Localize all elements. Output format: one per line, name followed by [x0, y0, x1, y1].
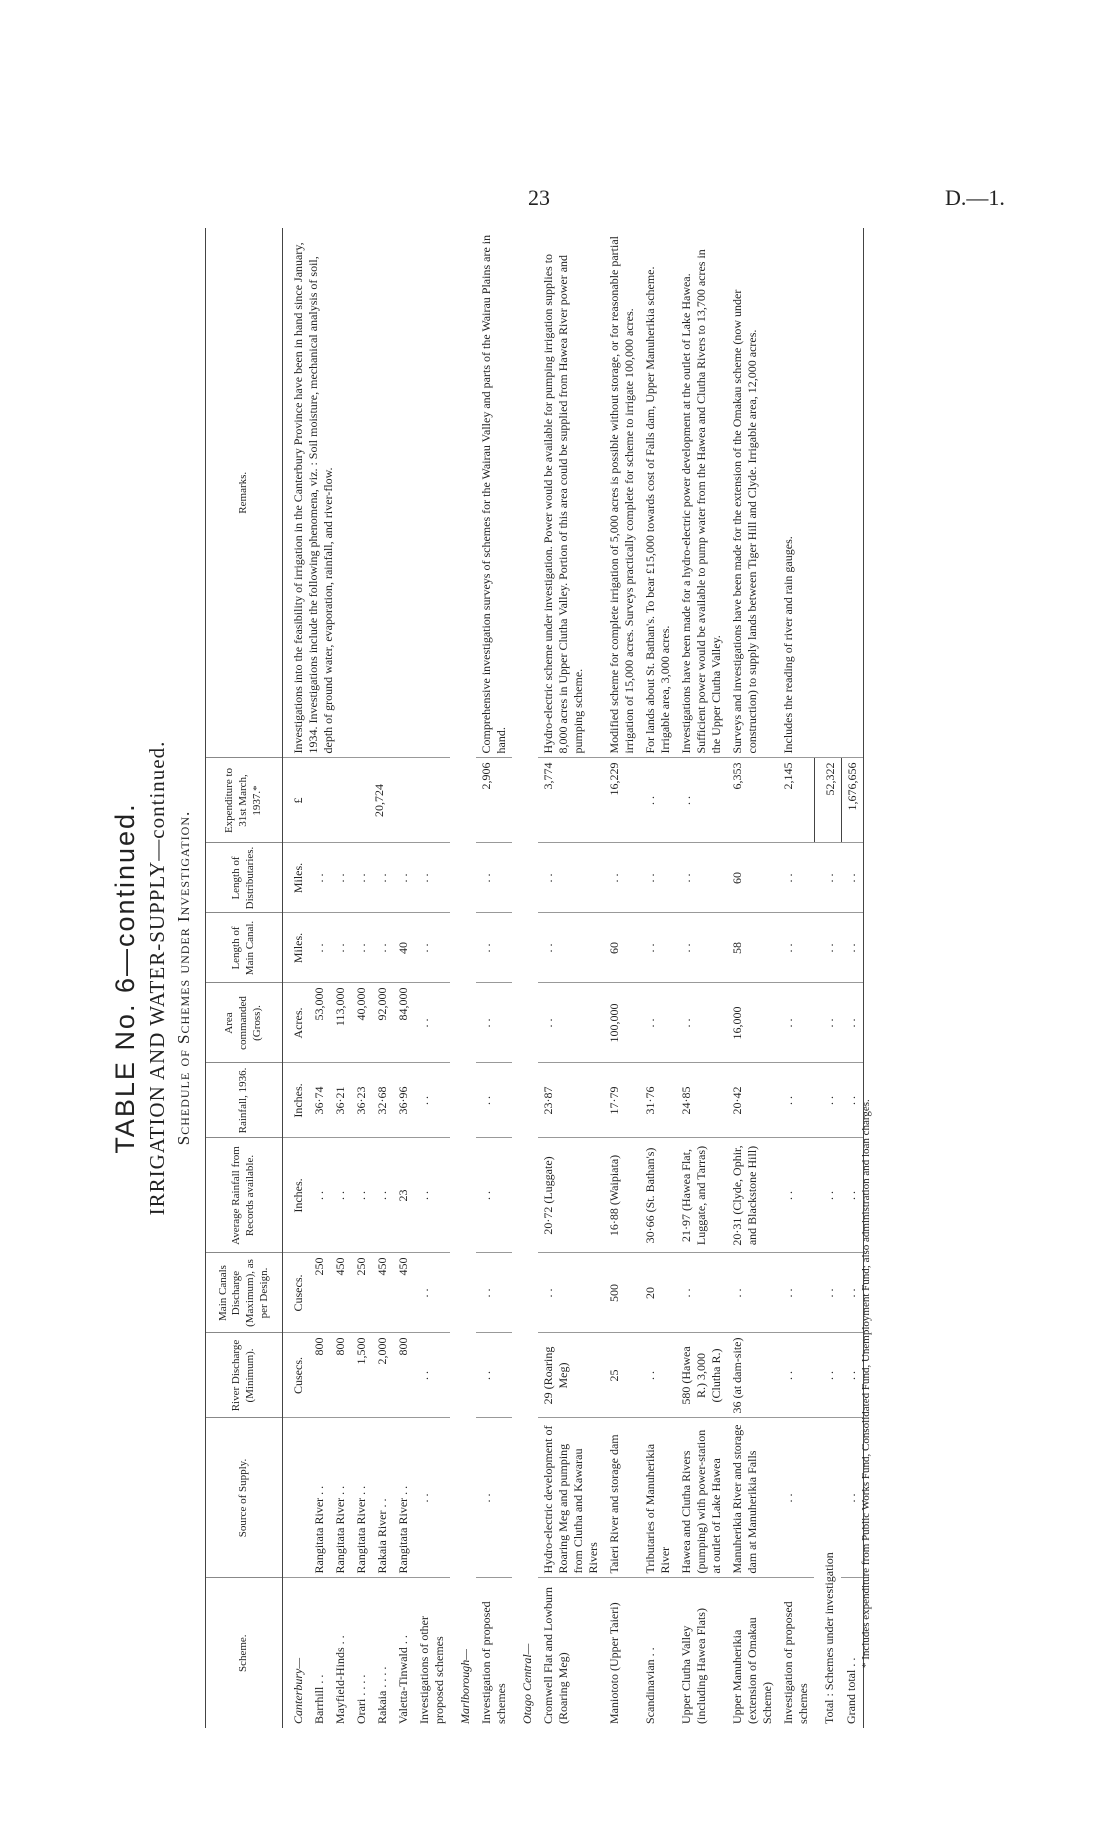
remarks-cell: Modified scheme for complete irrigation of 5,000 acres is possible without storage, or for reasonable partial irrigation of 15,000 acres. Surveys practically complete for scheme to irrigate 100,000 acres.	[604, 228, 640, 758]
main-canal-cell: . .	[372, 913, 393, 983]
document-code: D.—1.	[945, 185, 1005, 210]
schemes-table	[205, 228, 864, 1728]
scheme-cell: Rakaia . . . .	[375, 1666, 389, 1724]
main-canal-cell: 58	[727, 913, 778, 983]
unit-label: Acres.	[283, 983, 310, 1063]
total-row: Total : Schemes under investigation . . . . . . . . . . . . . . 52,322	[814, 228, 841, 1728]
canal-cell: 500	[604, 1253, 640, 1333]
area-cell: . .	[778, 983, 814, 1063]
discharge-cell: 29 (Roaring Meg)	[538, 1333, 604, 1418]
discharge-cell: 36 (at dam-site)	[727, 1333, 778, 1418]
region-label: Otago Central—	[520, 1643, 534, 1724]
rain-cell: 24·85	[676, 1063, 727, 1138]
area-cell: 92,000	[372, 983, 393, 1063]
discharge-cell: 2,000	[372, 1333, 393, 1418]
table-main-title: IRRIGATION AND WATER-SUPPLY—continued.	[145, 740, 169, 1216]
area-cell: . .	[640, 983, 676, 1063]
main-canal-cell: . .	[414, 913, 450, 983]
expenditure-cell: . .	[676, 758, 727, 843]
discharge-cell: . .	[640, 1333, 676, 1418]
total-source: . .	[841, 1418, 863, 1578]
source-cell: . .	[476, 1418, 512, 1578]
area-cell: . .	[414, 983, 450, 1063]
area-cell: . .	[476, 983, 512, 1063]
source-cell: Taieri River and storage dam	[604, 1418, 640, 1578]
area-cell: 16,000	[727, 983, 778, 1063]
area-cell: . .	[676, 983, 727, 1063]
table-row	[512, 228, 538, 1728]
remarks-cell: For lands about St. Bathan's. To bear £15,000 towards cost of Falls dam, Upper Manuherikia scheme. Irrigable area, 3,000 acres.	[640, 228, 676, 758]
col-header-main-canal: Length of Main Canal.	[206, 913, 283, 983]
unit-label: Inches.	[283, 1138, 310, 1253]
col-header-area: Area commanded (Gross).	[206, 983, 283, 1063]
discharge-cell: 800	[309, 1333, 330, 1418]
expenditure-cell: 6,353	[727, 758, 778, 843]
area-cell: 113,000	[330, 983, 351, 1063]
canal-cell: . .	[538, 1253, 604, 1333]
expenditure-cell: . .	[640, 758, 676, 843]
expenditure-cell: 20,724	[309, 758, 450, 843]
remarks-cell: Comprehensive investigation surveys of schemes for the Wairau Valley and parts of the Wairau Plains are in hand.	[476, 228, 512, 758]
remarks-cell: Hydro-electric scheme under investigation. Power would be available for pumping irrigation supplies to 8,000 acres in Upper Clutha Valley. Portion of this area could be supplied from Hawea River power and pumping scheme.	[538, 228, 604, 758]
dist-cell: . .	[476, 843, 512, 913]
dist-cell: 60	[727, 843, 778, 913]
total-label: Total : Schemes under investigation	[822, 1552, 836, 1724]
source-cell: Rangitata River . .	[393, 1418, 414, 1578]
source-cell: Rangitata River . .	[351, 1418, 372, 1578]
discharge-cell: 25	[604, 1333, 640, 1418]
scheme-cell: Barrhill . .	[312, 1674, 326, 1724]
rain-cell: . .	[778, 1063, 814, 1138]
dist-cell: . .	[538, 843, 604, 913]
main-canal-cell: . .	[778, 913, 814, 983]
grand-total-value: 1,676,656	[841, 758, 863, 843]
main-canal-cell: . .	[676, 913, 727, 983]
dist-cell: . .	[351, 843, 372, 913]
total-label: Grand total . .	[841, 1578, 863, 1728]
dist-cell: . .	[604, 843, 640, 913]
rain-cell: 32·68	[372, 1063, 393, 1138]
avg-rain-cell: 21·97 (Hawea Flat, Luggate, and Tarras)	[676, 1138, 727, 1253]
area-cell: 84,000	[393, 983, 414, 1063]
remarks-cell: Surveys and investigations have been made for the extension of the Omakau scheme (now under construction) to supply lands between Tiger Hill and Clyde. Irrigable area, 12,000 acres.	[727, 228, 778, 758]
canal-cell: 250	[309, 1253, 330, 1333]
scheme-cell: Investigations of other proposed schemes	[417, 1616, 446, 1724]
table-row	[450, 228, 476, 1728]
expenditure-cell: 2,145	[778, 758, 814, 843]
source-cell: Rakaia River . .	[372, 1418, 393, 1578]
avg-rain-cell: . .	[414, 1138, 450, 1253]
rain-cell: 36·21	[330, 1063, 351, 1138]
source-cell: Rangitata River . .	[330, 1418, 351, 1578]
col-header-remarks: Remarks.	[206, 228, 283, 758]
area-cell: 100,000	[604, 983, 640, 1063]
col-header-river-discharge: River Discharge (Minimum).	[206, 1333, 283, 1418]
total-row: Grand total . . . . . . . . . . . . . . . . . . 1,676,656	[841, 228, 863, 1728]
canal-cell: 450	[393, 1253, 414, 1333]
main-canal-cell: 60	[604, 913, 640, 983]
col-header-avg-rainfall: Average Rainfall from Records available.	[206, 1138, 283, 1253]
rain-cell: . .	[476, 1063, 512, 1138]
region-label: Canterbury—	[291, 1658, 305, 1724]
avg-rain-cell: 16·88 (Waipiata)	[604, 1138, 640, 1253]
unit-label: £	[283, 758, 310, 843]
expenditure-cell: 3,774	[538, 758, 604, 843]
source-cell: Tributaries of Manuherikia River	[640, 1418, 676, 1578]
main-canal-cell: 40	[393, 913, 414, 983]
rain-cell: 36·96	[393, 1063, 414, 1138]
scheme-cell: Cromwell Flat and Lowburn (Roaring Meg)	[541, 1587, 570, 1724]
avg-rain-cell: . .	[351, 1138, 372, 1253]
avg-rain-cell: . .	[778, 1138, 814, 1253]
canal-cell: 20	[640, 1253, 676, 1333]
scheme-cell: Valetta-Tinwald . .	[396, 1635, 410, 1724]
dist-cell: . .	[414, 843, 450, 913]
canal-cell: . .	[727, 1253, 778, 1333]
remarks-cell: Investigations have been made for a hydro-electric power development at the outlet of Lake Hawea. Sufficient power would be available to pump water from the Hawea and Clutha Rivers to 13,700 acres in the Upper Clutha Valley.	[676, 228, 727, 758]
source-cell: . .	[778, 1418, 814, 1578]
area-cell: . .	[538, 983, 604, 1063]
table-row	[676, 228, 727, 1728]
dist-cell: . .	[330, 843, 351, 913]
canal-cell: 250	[351, 1253, 372, 1333]
avg-rain-cell: . .	[372, 1138, 393, 1253]
scheme-cell: Mayfield-Hinds . .	[333, 1635, 347, 1724]
unit-label: Inches.	[283, 1063, 310, 1138]
source-cell: Hawea and Clutha Rivers (pumping) with power-station at outlet of Lake Hawea	[676, 1418, 727, 1578]
area-cell: 53,000	[309, 983, 330, 1063]
avg-rain-cell: 30·66 (St. Bathan's)	[640, 1138, 676, 1253]
col-header-canal-discharge: Main Canals Discharge (Maximum), as per Design.	[206, 1253, 283, 1333]
col-header-scheme: Scheme.	[206, 1578, 283, 1728]
table-row	[640, 228, 676, 1728]
scheme-cell: Upper Manuherikia (extension of Omakau Scheme)	[730, 1617, 774, 1724]
total-value: 52,322	[814, 758, 841, 843]
main-canal-cell: . .	[538, 913, 604, 983]
avg-rain-cell: 20·72 (Luggate)	[538, 1138, 604, 1253]
discharge-cell: 800	[393, 1333, 414, 1418]
scheme-cell: Orari . . . .	[354, 1674, 368, 1724]
main-canal-cell: . .	[330, 913, 351, 983]
source-cell: . .	[414, 1418, 450, 1578]
col-header-rainfall-1936: Rainfall, 1936.	[206, 1063, 283, 1138]
source-cell: Hydro-electric development of Roaring Meg and pumping from Clutha and Kawarau Rivers	[538, 1418, 604, 1578]
discharge-cell: . .	[476, 1333, 512, 1418]
main-canal-cell: . .	[640, 913, 676, 983]
col-header-distributaries: Length of Distributaries.	[206, 843, 283, 913]
rain-cell: 36·23	[351, 1063, 372, 1138]
avg-rain-cell: 20·31 (Clyde, Ophir, and Blackstone Hill)	[727, 1138, 778, 1253]
col-header-source: Source of Supply.	[206, 1418, 283, 1578]
rain-cell: 36·74	[309, 1063, 330, 1138]
rain-cell: 23·87	[538, 1063, 604, 1138]
canal-cell: . .	[778, 1253, 814, 1333]
expenditure-cell: 16,229	[604, 758, 640, 843]
unit-label: Cusecs.	[283, 1333, 310, 1418]
scheme-cell: Maniototo (Upper Taieri)	[607, 1602, 621, 1724]
rain-cell: 20·42	[727, 1063, 778, 1138]
main-canal-cell: . .	[309, 913, 330, 983]
rain-cell: . .	[414, 1063, 450, 1138]
canal-cell: . .	[676, 1253, 727, 1333]
avg-rain-cell: 23	[393, 1138, 414, 1253]
canal-cell: 450	[330, 1253, 351, 1333]
discharge-cell: . .	[414, 1333, 450, 1418]
table-subtitle: Schedule of Schemes under Investigation.	[174, 810, 193, 1146]
area-cell: 40,000	[351, 983, 372, 1063]
source-cell: Manuherikia River and storage dam at Manuherikia Falls	[727, 1418, 778, 1578]
discharge-cell: . .	[778, 1333, 814, 1418]
dist-cell: . .	[309, 843, 330, 913]
dist-cell: . .	[778, 843, 814, 913]
rain-cell: 31·76	[640, 1063, 676, 1138]
page-number: 23	[528, 185, 550, 210]
remarks-cell: Investigations into the feasibility of irrigation in the Canterbury Province have been in hand since January, 1934. Investigations include the following phenomena, viz. : Soil moisture, mechanical analysis of soil, depth of ground water, evaporation, rainfall, and river-flow.	[283, 228, 451, 758]
avg-rain-cell: . .	[330, 1138, 351, 1253]
rotated-table-area	[80, 228, 980, 1728]
main-canal-cell: . .	[476, 913, 512, 983]
expenditure-cell: 2,906	[476, 758, 512, 843]
table-row	[476, 228, 512, 1728]
dist-cell: . .	[640, 843, 676, 913]
canal-cell: . .	[476, 1253, 512, 1333]
table-row	[604, 228, 640, 1728]
main-canal-cell: . .	[351, 913, 372, 983]
scheme-cell: Upper Clutha Valley (including Hawea Flats)	[679, 1608, 708, 1724]
canal-cell: . .	[414, 1253, 450, 1333]
scheme-cell: Investigation of proposed schemes	[479, 1601, 508, 1724]
unit-label: Miles.	[283, 843, 310, 913]
discharge-cell: 800	[330, 1333, 351, 1418]
table-row	[727, 228, 778, 1728]
avg-rain-cell: . .	[309, 1138, 330, 1253]
unit-label: Miles.	[283, 913, 310, 983]
discharge-cell: 1,500	[351, 1333, 372, 1418]
table-row	[538, 228, 604, 1728]
scheme-cell: Scandinavian . .	[643, 1647, 657, 1724]
unit-label: Cusecs.	[283, 1253, 310, 1333]
rain-cell: 17·79	[604, 1063, 640, 1138]
header-row	[206, 228, 283, 1728]
remarks-cell: Includes the reading of river and rain gauges.	[778, 228, 814, 758]
table-row	[283, 228, 310, 1728]
dist-cell: . .	[676, 843, 727, 913]
canal-cell: 450	[372, 1253, 393, 1333]
dist-cell: . .	[372, 843, 393, 913]
col-header-expenditure: Expenditure to 31st March, 1937.*	[206, 758, 283, 843]
footnote: * Includes expenditure from Public Works Fund, Consolidated Fund, Unemployment Fund; also administration and loan charges.	[860, 1099, 872, 1668]
source-cell: Rangitata River . .	[309, 1418, 330, 1578]
dist-cell: . .	[393, 843, 414, 913]
table-number-title: TABLE No. 6—continued.	[110, 802, 140, 1154]
region-label: Marlborough—	[458, 1649, 472, 1724]
discharge-cell: 580 (Hawea R.) 3,000 (Clutha R.)	[676, 1333, 727, 1418]
scheme-cell: Investigation of proposed schemes	[781, 1601, 810, 1724]
table-row	[778, 228, 814, 1728]
avg-rain-cell: . .	[476, 1138, 512, 1253]
titles	[80, 228, 194, 1728]
